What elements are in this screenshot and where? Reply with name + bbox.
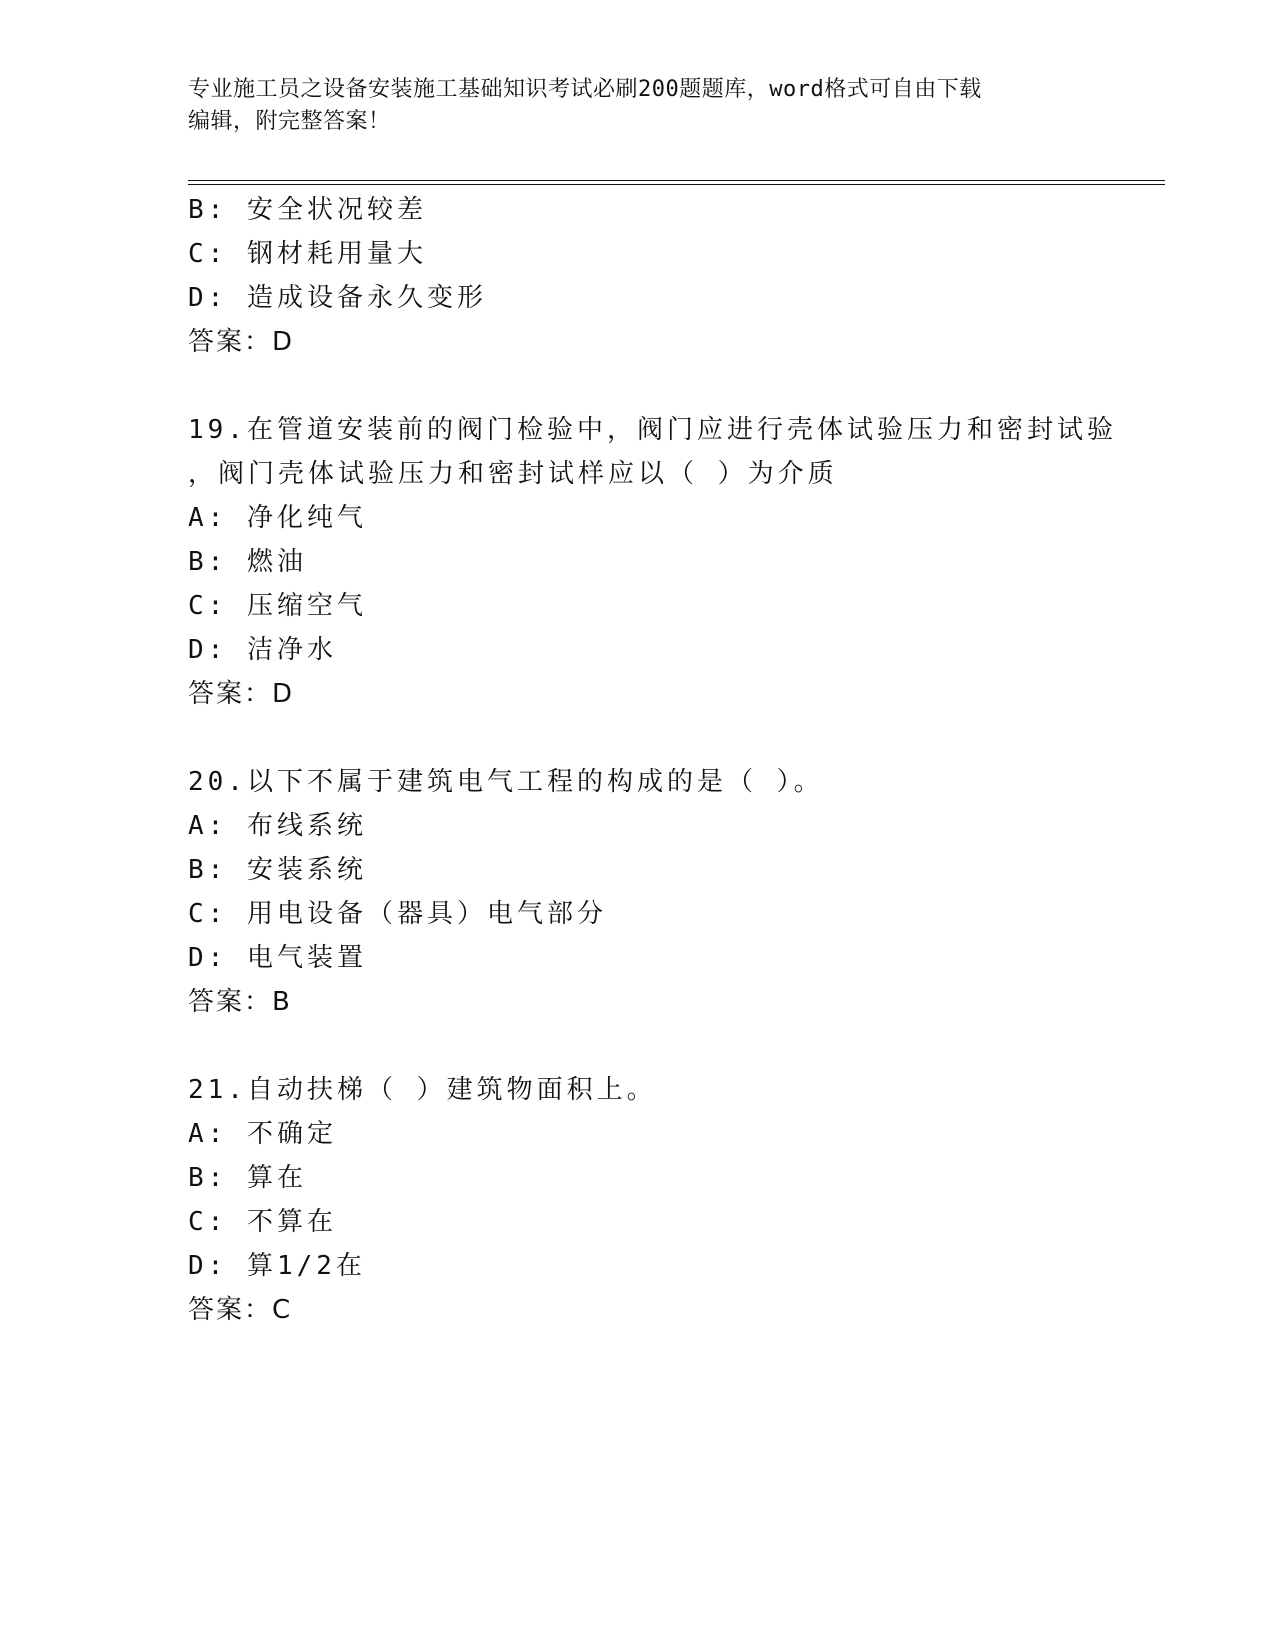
q18-option-d: D: 造成设备永久变形 [188,283,487,313]
q20-option-c: C: 用电设备（器具）电气部分 [188,899,607,929]
q19-option-b: B: 燃油 [188,547,307,577]
header-title-line-2: 编辑，附完整答案！ [188,109,391,134]
q20-stem: 20.以下不属于建筑电气工程的构成的是（ ）。 [188,767,824,797]
q18-option-c: C: 钢材耗用量大 [188,239,427,269]
q20-answer: 答案：B [188,987,292,1017]
q19-stem-line-1: 19.在管道安装前的阀门检验中，阀门应进行壳体试验压力和密封试验 [188,415,1117,445]
q20-option-b: B: 安装系统 [188,855,367,885]
q18-option-b: B: 安全状况较差 [188,195,427,225]
q21-option-a: A: 不确定 [188,1119,337,1149]
q19-answer: 答案：D [188,679,295,709]
document-header [188,74,1088,138]
q21-answer: 答案：C [188,1295,293,1325]
q19-option-a: A: 净化纯气 [188,503,367,533]
q21-option-d: D: 算1/2在 [188,1251,366,1281]
q19-stem-line-2: ，阀门壳体试验压力和密封试样应以（ ）为介质 [188,459,838,489]
q20-option-d: D: 电气装置 [188,943,367,973]
header-title-line-1: 专业施工员之设备安装施工基础知识考试必刷200题题库，word格式可自由下载 [188,77,982,102]
q19-option-d: D: 洁净水 [188,635,337,665]
q21-option-b: B: 算在 [188,1163,307,1193]
q18-answer: 答案：D [188,327,295,357]
q21-option-c: C: 不算在 [188,1207,337,1237]
q19-option-c: C: 压缩空气 [188,591,367,621]
q21-stem: 21.自动扶梯（ ）建筑物面积上。 [188,1075,657,1105]
header-divider [188,180,1165,185]
q20-option-a: A: 布线系统 [188,811,367,841]
